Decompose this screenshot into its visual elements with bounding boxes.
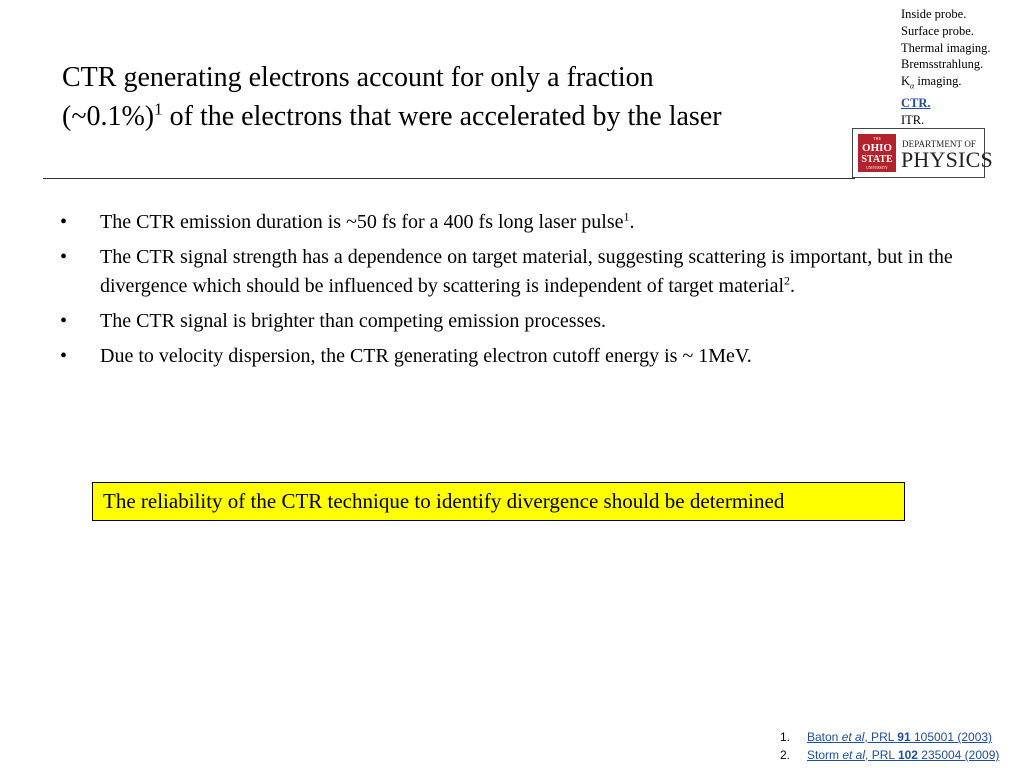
references-list — [780, 728, 999, 764]
svg-text:OHIO: OHIO — [862, 142, 892, 154]
title-line2-pre: (~0.1%) — [62, 101, 155, 132]
reference-author: Storm — [807, 748, 843, 762]
bullet-1-citation: 1 — [623, 209, 630, 224]
callout-box: The reliability of the CTR technique to identify divergence should be determined — [92, 482, 905, 521]
bullet-dot-icon: • — [60, 211, 68, 233]
reference-author: Baton — [807, 730, 842, 744]
logo-physics-line: PHYSICS — [901, 147, 993, 172]
reference-number: 1. — [780, 730, 791, 744]
k-alpha-rest: imaging. — [914, 74, 962, 89]
nav-item-k-alpha-imaging[interactable] — [901, 73, 991, 95]
nav-item-thermal-imaging[interactable]: Thermal imaging. — [901, 40, 991, 55]
reference-journal: , PRL — [864, 730, 898, 744]
svg-text:STATE: STATE — [861, 154, 893, 165]
reference-link[interactable] — [807, 730, 992, 744]
nav-item-ctr[interactable]: CTR. — [901, 96, 931, 111]
bullet-3-text: The CTR signal is brighter than competing emission processes. — [100, 310, 607, 332]
bullet-item — [56, 243, 971, 301]
logo-dept-line: DEPARTMENT OF — [902, 139, 977, 149]
title-line1: CTR generating electrons account for only a fraction — [62, 62, 654, 93]
slide-title — [62, 58, 842, 136]
nav-item-inside-probe[interactable]: Inside probe. — [901, 7, 967, 21]
bullet-dot-icon: • — [60, 246, 68, 268]
reference-item — [780, 728, 999, 746]
reference-volume: 102 — [897, 748, 918, 762]
reference-page-year: 235004 (2009) — [917, 748, 1000, 762]
bullet-item — [56, 307, 971, 336]
bullet-list — [56, 208, 971, 377]
reference-journal: , PRL — [865, 748, 898, 762]
reference-link[interactable] — [807, 748, 999, 762]
svg-text:UNIVERSITY: UNIVERSITY — [866, 166, 888, 170]
reference-item — [780, 746, 999, 764]
reference-page-year: 105001 (2003) — [910, 730, 993, 744]
title-line2-post: of the electrons that were accelerated by the laser — [162, 101, 722, 132]
bullet-2-end: . — [790, 275, 796, 297]
topic-nav — [901, 6, 991, 129]
bullet-2-citation: 2 — [784, 273, 791, 288]
bullet-4-text: Due to velocity dispersion, the CTR generating electron cutoff energy is ~ 1MeV. — [100, 345, 752, 367]
svg-text:THE: THE — [873, 136, 881, 141]
reference-etal: et al — [842, 748, 866, 762]
ohio-state-seal-graphic — [858, 134, 896, 172]
bullet-1-end: . — [629, 211, 635, 233]
bullet-2-text: The CTR signal strength has a dependence on target material, suggesting scattering is important, but in the divergence which should be influenced by scattering is independent of target material — [100, 246, 953, 297]
k-alpha-subscript: α — [910, 81, 915, 91]
k-alpha-main: K — [901, 74, 911, 89]
nav-item-itr[interactable]: ITR. — [901, 113, 925, 128]
bullet-dot-icon: • — [60, 345, 68, 367]
ohio-state-seal-icon — [858, 134, 896, 172]
reference-etal: et al — [841, 730, 865, 744]
ohio-state-physics-logo — [852, 128, 993, 178]
bullet-dot-icon: • — [60, 310, 68, 332]
reference-volume: 91 — [897, 730, 911, 744]
nav-item-bremsstrahlung[interactable]: Bremsstrahlung. — [901, 57, 984, 72]
title-divider — [43, 178, 855, 179]
bullet-item — [56, 342, 971, 371]
title-citation-sup: 1 — [154, 99, 163, 119]
nav-item-surface-probe[interactable]: Surface probe. — [901, 23, 974, 38]
bullet-item — [56, 208, 971, 237]
bullet-1-text: The CTR emission duration is ~50 fs for a 400 fs long laser pulse — [100, 211, 624, 233]
reference-number: 2. — [780, 748, 791, 762]
